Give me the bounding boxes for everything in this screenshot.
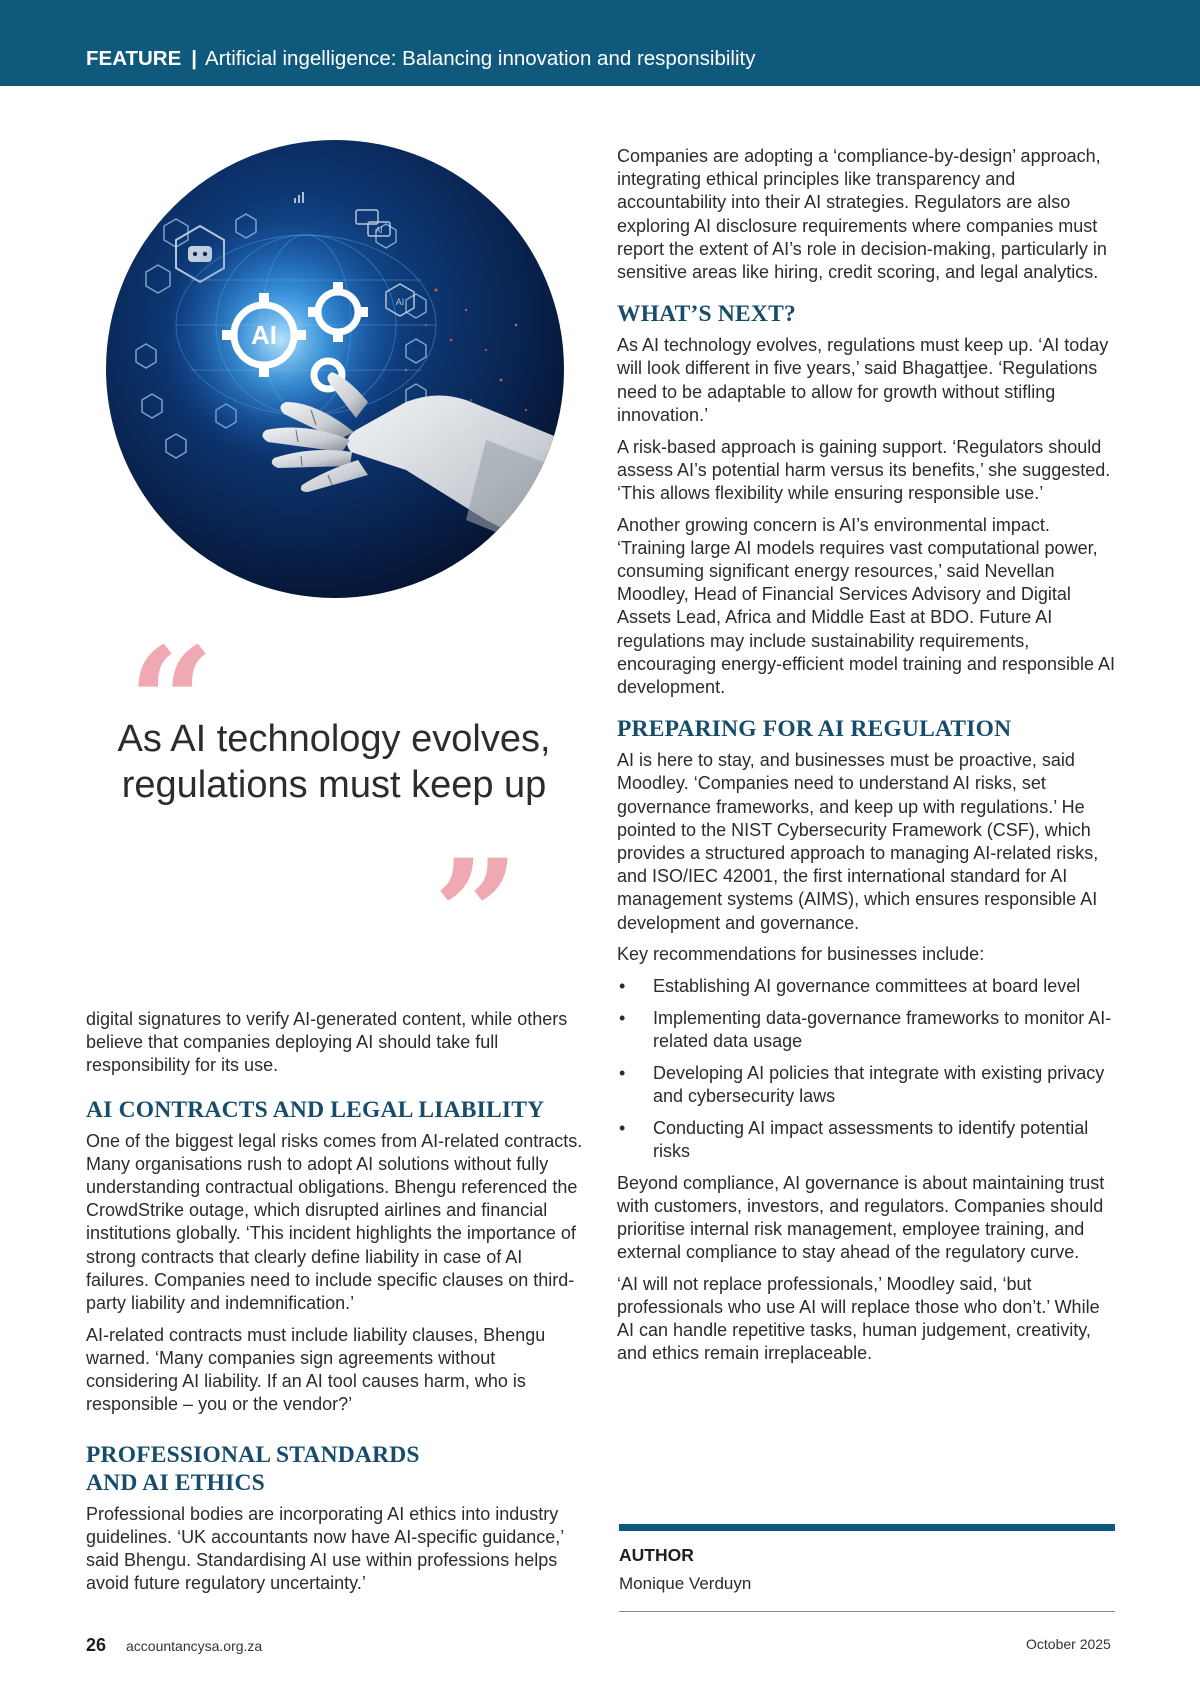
heading-standards-line-1: PROFESSIONAL STANDARDS [86, 1441, 420, 1468]
paragraph-prep-2: Key recommendations for businesses include: [617, 944, 985, 965]
chat-ai-label: AI [375, 226, 383, 235]
paragraph-compliance: Companies are adopting a ‘compliance-by-design’ approach, integrating ethical principles like transparency and accountability into their AI strategies. Regulators are also exploring AI disclosure requirements where companies must report the extent of AI’s role in decision-making, particularly in sensitive areas like hiring, credit scoring, and legal analytics. [617, 146, 1107, 283]
header-bar [0, 0, 1200, 86]
author-label: AUTHOR [619, 1545, 694, 1565]
heading-contracts: AI CONTRACTS AND LEGAL LIABILITY [86, 1096, 545, 1123]
page-number: 26 [86, 1635, 107, 1655]
paragraph-intro: digital signatures to verify AI-generated content, while others believe that companies deploying AI should take full responsibility for its use. [86, 1009, 568, 1076]
section-label: FEATURE [86, 47, 182, 70]
author-divider-bar [619, 1524, 1115, 1531]
author-name: Monique Verduyn [619, 1574, 752, 1593]
right-column [617, 145, 1117, 1374]
left-column [86, 1008, 584, 1604]
paragraph-contracts-2: AI-related contracts must include liability clauses, Bhengu warned. ‘Many companies sign agreements without considering AI liability. If an AI tool causes harm, who is responsible – you or the vendor?’ [86, 1324, 546, 1415]
ai-badge-label: AI [395, 297, 405, 307]
paragraph-prep-1: AI is here to stay, and businesses must be proactive, said Moodley. ‘Companies need to understand AI risks, set governance frameworks, and keep up with regulations.’ He pointed to the NIST Cybersecurity Framework (CSF), which provides a structured approach to managing AI-related risks, and ISO/IEC 42001, the first international standard for AI management systems (AIMS), which ensures responsible AI development and governance. [617, 750, 1099, 933]
article-title: Artificial ingelligence: Balancing innovation and responsibility [205, 47, 756, 70]
heading-whats-next: WHAT’S NEXT? [617, 301, 796, 328]
header-separator: | [191, 47, 198, 70]
heading-standards-line-2: AND AI ETHICS [86, 1469, 265, 1496]
paragraph-next-1: As AI technology evolves, regulations must keep up. ‘AI today will look different in five years,’ said Bhagattjee. ‘Regulations need to be adaptable to allow for growth without stifling innovation.’ [617, 335, 1109, 425]
hero-image-ai-robot-hand [106, 140, 564, 598]
list-item: • Establishing AI governance committees at board level [617, 975, 1117, 998]
paragraph-final: ‘AI will not replace professionals,’ Moodley said, ‘but professionals who use AI will replace those who don’t.’ While AI can handle repetitive tasks, human judgement, creativity, and ethics remain irreplaceable. [617, 1273, 1100, 1364]
list-item: • Developing AI policies that integrate with existing privacy and cybersecurity laws [617, 1062, 1117, 1108]
heading-preparing: PREPARING FOR AI REGULATION [617, 716, 1012, 743]
close-quote-mark: ” [433, 827, 520, 1003]
list-item: • Implementing data-governance frameworks to monitor AI-related data usage [617, 1007, 1117, 1053]
site-url: accountancysa.org.za [126, 1638, 263, 1654]
heading-standards [86, 1441, 584, 1497]
recommendations-list [617, 975, 1117, 1163]
author-rule [619, 1611, 1115, 1612]
pull-quote: As AI technology evolves, regulations must keep up [117, 718, 551, 806]
paragraph-next-3: Another growing concern is AI’s environmental impact. ‘Training large AI models requires vast computational power, consuming significant energy resources,’ said Nevellan Moodley, Head of Financial Services Advisory and Digital Assets Lead, Africa and Middle East at BDO. Future AI regulations may include sustainability requirements, encouraging energy-efficient model training and responsible AI development. [617, 514, 1115, 698]
open-quote-mark: “ [128, 615, 215, 791]
issue-date: October 2025 [1026, 1636, 1111, 1652]
paragraph-beyond: Beyond compliance, AI governance is about maintaining trust with customers, investors, and regulators. Companies should prioritise internal risk management, employee training, and external compliance to stay ahead of the regulatory curve. [617, 1172, 1105, 1263]
paragraph-standards: Professional bodies are incorporating AI ethics into industry guidelines. ‘UK accountants now have AI-specific guidance,’ said Bhengu. Standardising AI use within professions helps avoid future regulatory uncertainty.’ [86, 1503, 564, 1594]
list-item: • Conducting AI impact assessments to identify potential risks [617, 1117, 1117, 1163]
gear-ai-label: AI [251, 320, 277, 350]
running-header [86, 46, 755, 72]
paragraph-contracts-1: One of the biggest legal risks comes from AI-related contracts. Many organisations rush to adopt AI solutions without fully understanding contractual obligations. Bhengu referenced the CrowdStrike outage, which disrupted airlines and financial institutions globally. ‘This incident highlights the importance of strong contracts that clearly define liability in case of AI failures. Companies need to include specific clauses on third-party liability and indemnification.’ [86, 1130, 583, 1314]
paragraph-next-2: A risk-based approach is gaining support. ‘Regulators should assess AI’s potential harm versus its benefits,’ she suggested. ‘This allows flexibility while ensuring responsible use.’ [617, 436, 1111, 503]
